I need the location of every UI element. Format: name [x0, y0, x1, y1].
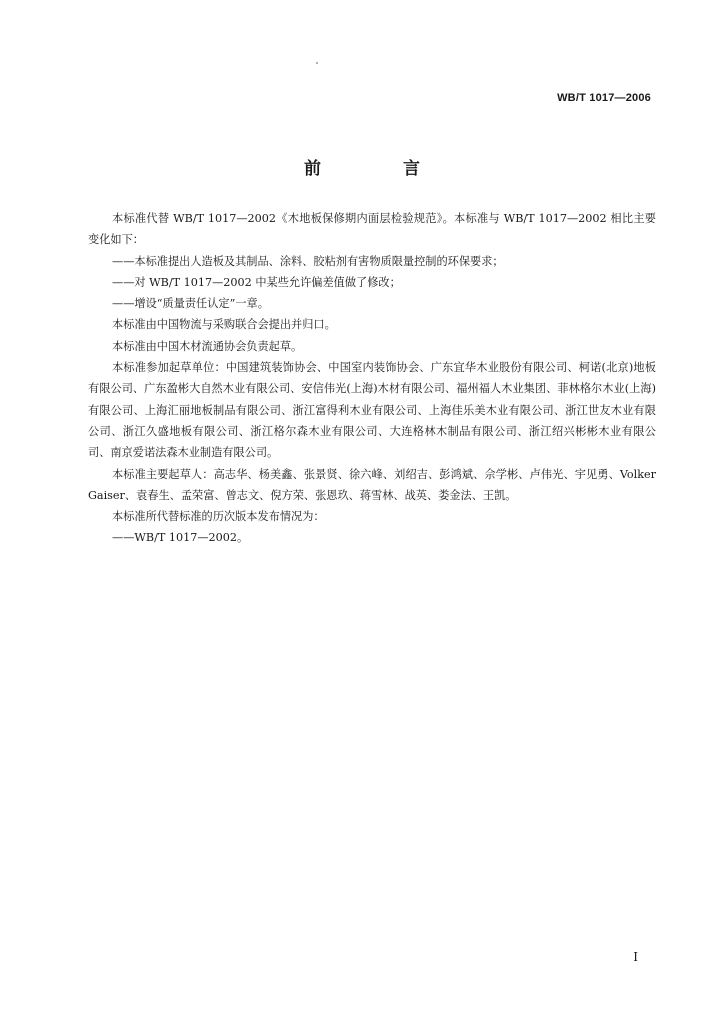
paragraph-proposer: 本标准由中国物流与采购联合会提出并归口。 [112, 318, 336, 332]
change-item: ——本标准提出人造板及其制品、涂料、胶粘剂有害物质限量控制的环保要求； [112, 254, 504, 268]
paragraph-participants: 本标准参加起草单位：中国建筑装饰协会、中国室内装饰协会、广东宜华木业股份有限公司、柯诺(北京)地板有限公司、广东盈彬大自然木业有限公司、安信伟光(上海)木材有限公司、福州福人木业集团、菲林格尔木业(上海)有限公司、上海汇丽地板制品有限公司、浙江富得利木业有限公司、上海佳乐美木业有限公司、浙江世友木业有限公司、浙江久盛地板有限公司、浙江格尔森木业有限公司、大连格林木制品有限公司、浙江绍兴彬彬木业有限公司、南京爱诺法森木业制造有限公司。 [88, 361, 656, 460]
page-title: 前 言 [304, 159, 458, 179]
change-item: ——增设“质量责任认定”一章。 [112, 297, 269, 311]
paragraph-drafter: 本标准由中国木材流通协会负责起草。 [112, 339, 303, 353]
change-item: ——对 WB/T 1017—2002 中某些允许偏差值做了修改； [112, 275, 401, 289]
history-item: ——WB/T 1017—2002。 [112, 531, 249, 545]
paragraph-intro: 本标准代替 WB/T 1017—2002《木地板保修期内面层检验规范》。本标准与 WB/T 1017—2002 相比主要变化如下： [88, 212, 656, 247]
page-number: I [633, 950, 638, 964]
foreword-body [88, 208, 656, 549]
paragraph-authors: 本标准主要起草人：高志华、杨美鑫、张景贤、徐六峰、刘绍吉、彭鸿斌、佘学彬、卢伟光、宇见勇、Volker Gaiser、袁春生、孟荣富、曾志文、倪方荣、张恩玖、蒋雪林、战英、娄金法、王凯。 [88, 467, 656, 502]
paragraph-history: 本标准所代替标准的历次版本发布情况为： [112, 510, 325, 524]
standard-code: WB/T 1017—2006 [557, 92, 651, 104]
scan-speck [316, 62, 318, 64]
